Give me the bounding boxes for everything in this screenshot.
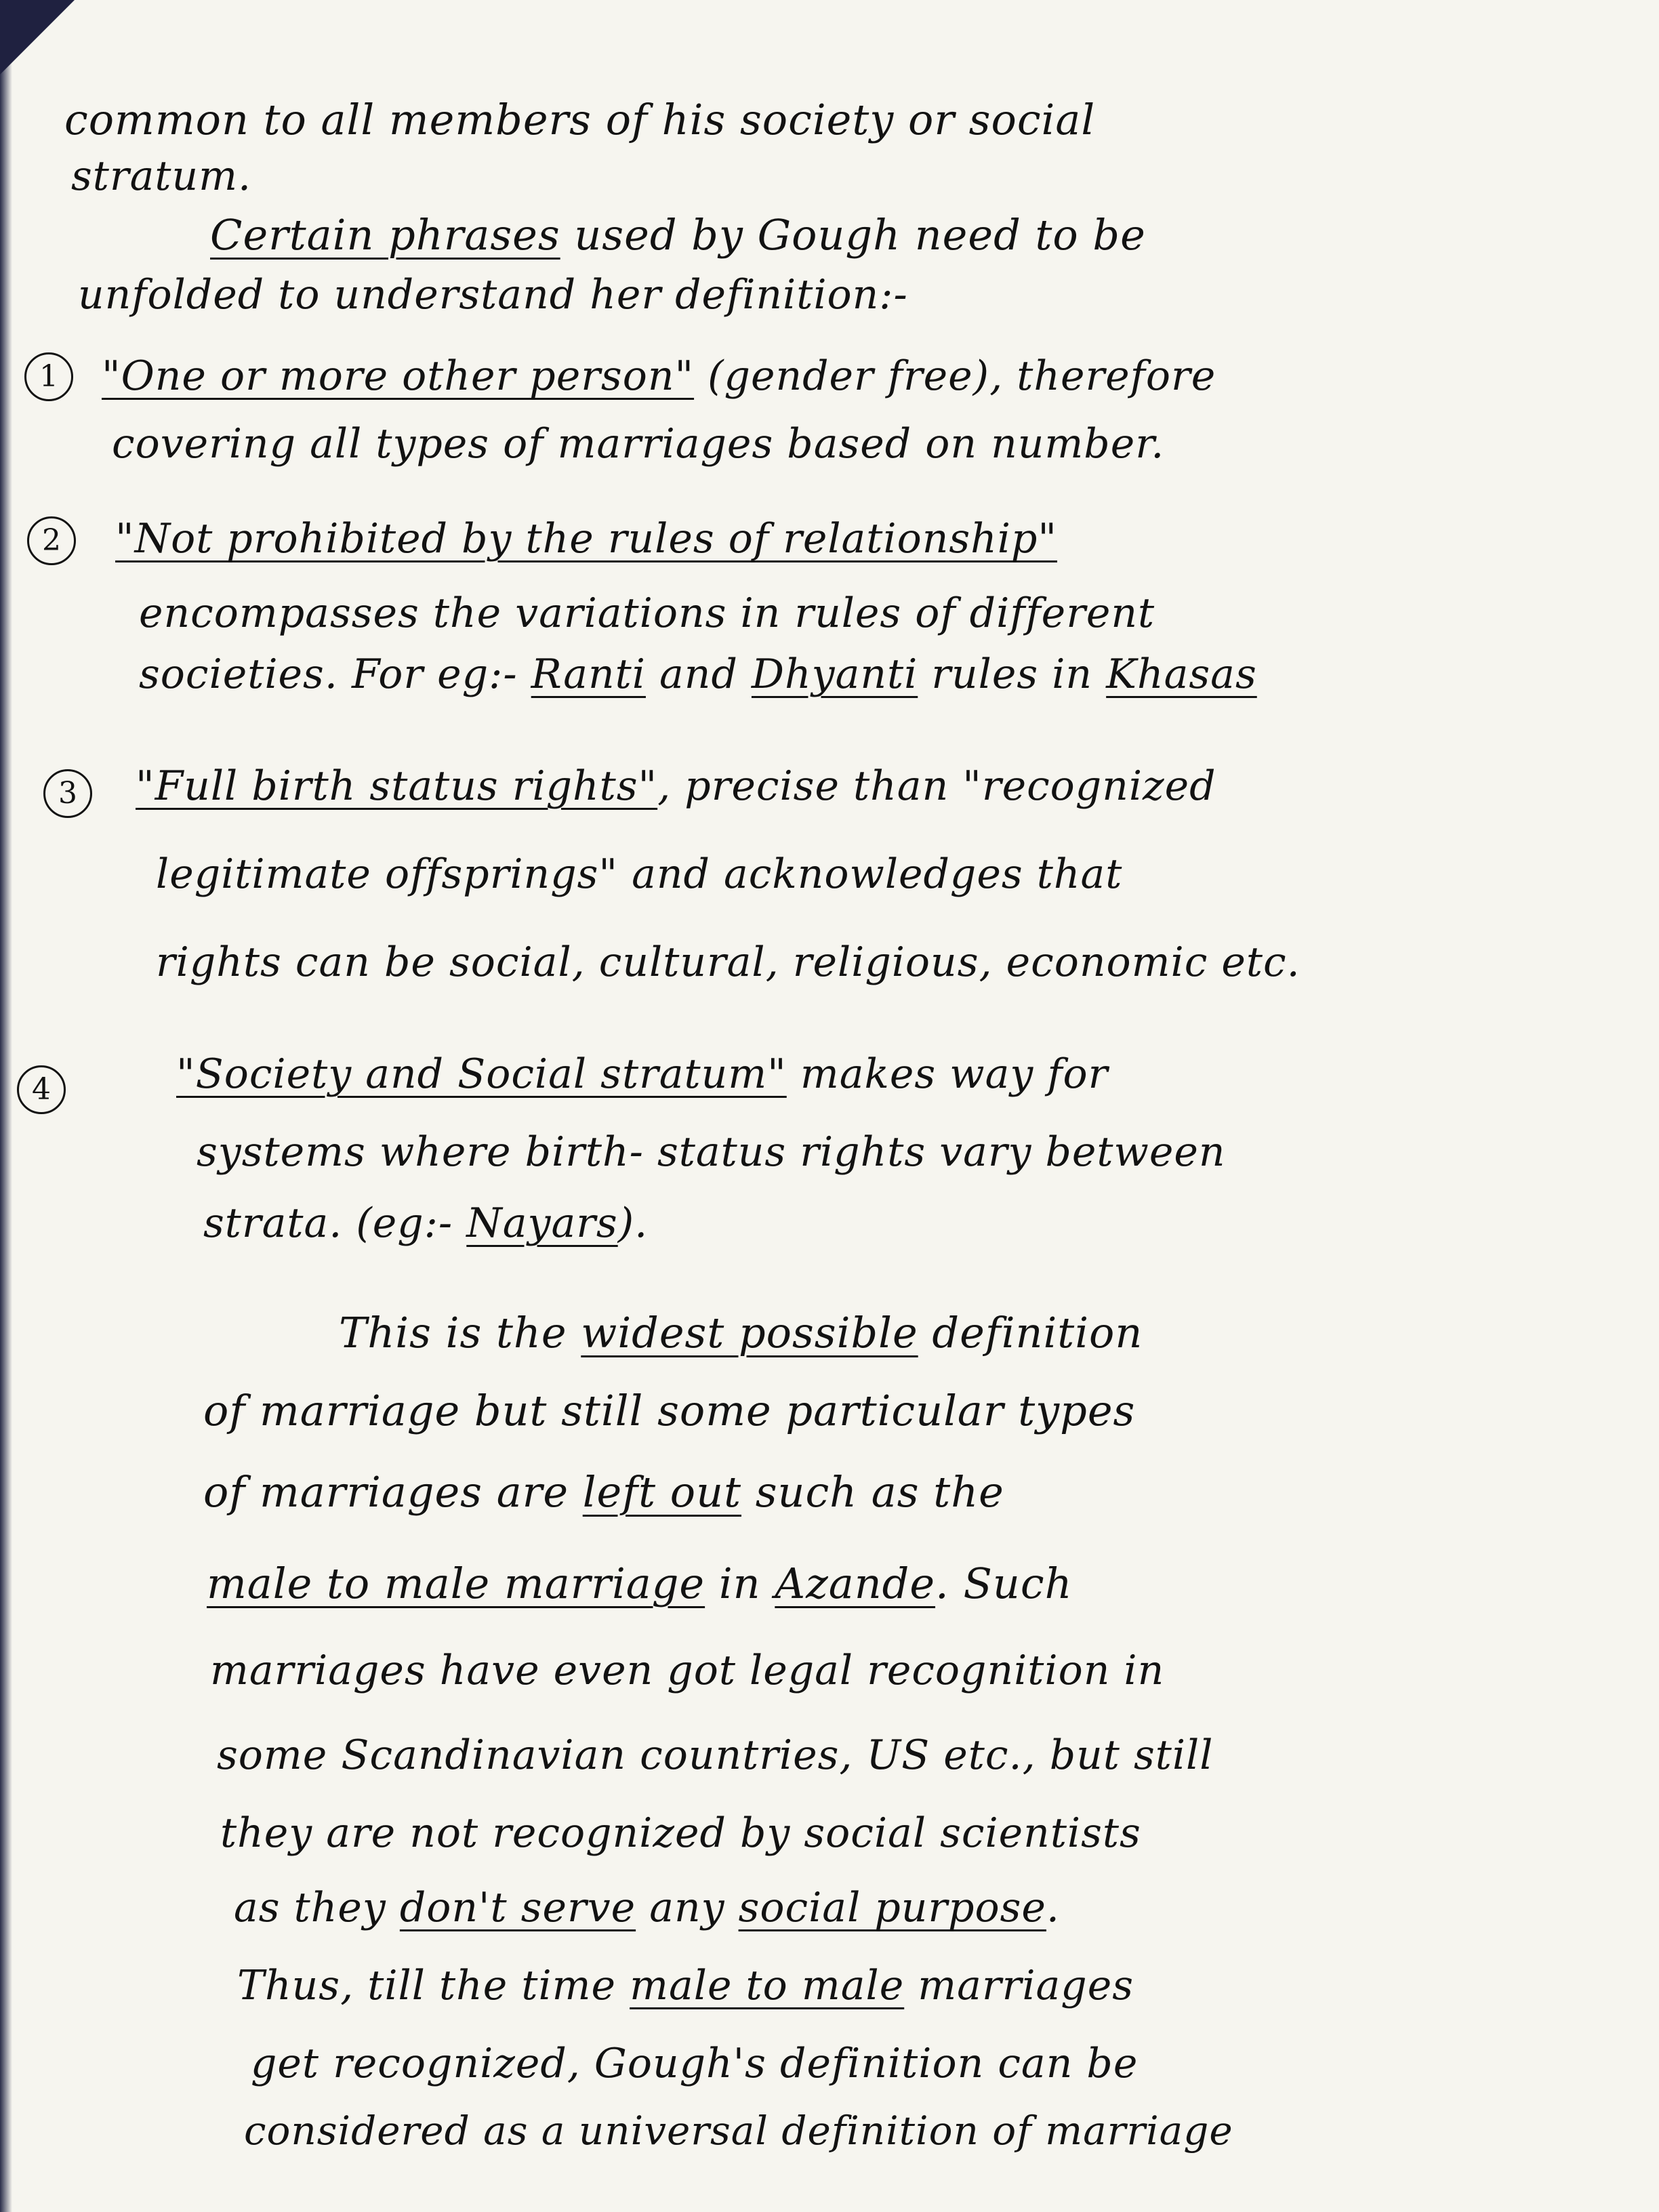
point-2-mid: and bbox=[645, 651, 752, 698]
conclusion-line-6: some Scandinavian countries, US etc., but still bbox=[217, 1732, 1214, 1779]
conclusion-l1-pre: This is the bbox=[339, 1308, 581, 1357]
point-2-line-3 bbox=[139, 651, 1257, 698]
point-2-term-ranti: Ranti bbox=[531, 651, 646, 698]
conclusion-line-5: marriages have even got legal recognition in bbox=[210, 1647, 1165, 1694]
point-2-term-khasas: Khasas bbox=[1106, 651, 1257, 698]
conclusion-line-10: get recognized, Gough's definition can be bbox=[251, 2040, 1139, 2087]
conclusion-l9-post: marriages bbox=[904, 1962, 1134, 2009]
point-2-line-3-pre: societies. For eg:- bbox=[139, 651, 531, 698]
point-4-rest: makes way for bbox=[786, 1050, 1109, 1098]
conclusion-male-to-male-marriage: male to male marriage bbox=[207, 1559, 705, 1608]
point-3-phrase: "Full birth status rights" bbox=[136, 762, 658, 810]
point-1-rest: (gender free), therefore bbox=[694, 352, 1216, 400]
phrases-intro-line-1 bbox=[210, 210, 1146, 260]
point-2-number: 2 bbox=[27, 516, 76, 565]
conclusion-azande: Azande bbox=[775, 1559, 936, 1608]
intro-line-2: stratum. bbox=[71, 152, 252, 200]
phrases-intro-lead: Certain phrases bbox=[210, 210, 560, 260]
point-4-phrase: "Society and Social stratum" bbox=[176, 1050, 787, 1098]
point-1-line-1 bbox=[102, 352, 1216, 400]
conclusion-dont-serve: don't serve bbox=[399, 1884, 636, 1931]
conclusion-l9-pre: Thus, till the time bbox=[237, 1962, 630, 2009]
conclusion-l3-post: such as the bbox=[741, 1467, 1004, 1517]
conclusion-male-to-male: male to male bbox=[630, 1962, 905, 2009]
phrases-intro-rest: used by Gough need to be bbox=[560, 210, 1146, 260]
point-4-number: 4 bbox=[17, 1065, 66, 1114]
point-1-number: 1 bbox=[24, 352, 73, 401]
conclusion-l4-post: . Such bbox=[935, 1559, 1073, 1608]
conclusion-line-3 bbox=[203, 1467, 1004, 1517]
point-2-phrase: "Not prohibited by the rules of relationship" bbox=[115, 515, 1057, 562]
conclusion-widest-possible: widest possible bbox=[581, 1308, 918, 1357]
point-3-rest: , precise than "recognized bbox=[657, 762, 1216, 810]
point-2-line-1 bbox=[115, 515, 1057, 562]
conclusion-left-out: left out bbox=[582, 1467, 741, 1517]
point-2-term-dhyanti: Dhyanti bbox=[751, 651, 918, 698]
point-4-line-3-pre: strata. (eg:- bbox=[203, 1200, 467, 1247]
conclusion-social-purpose: social purpose bbox=[738, 1884, 1046, 1931]
point-3-line-2: legitimate offsprings" and acknowledges that bbox=[156, 851, 1123, 898]
intro-line-1: common to all members of his society or social bbox=[64, 95, 1096, 144]
phrases-intro-line-2: unfolded to understand her definition:- bbox=[78, 271, 908, 319]
point-2-mid-2: rules in bbox=[918, 651, 1107, 698]
conclusion-line-7: they are not recognized by social scientists bbox=[220, 1809, 1141, 1857]
point-1-line-2: covering all types of marriages based on number. bbox=[112, 420, 1165, 468]
page-corner-shadow bbox=[0, 0, 75, 75]
conclusion-l8-pre: as they bbox=[234, 1884, 400, 1931]
conclusion-l8-mid: any bbox=[636, 1884, 739, 1931]
conclusion-l1-post: definition bbox=[918, 1308, 1143, 1357]
conclusion-line-8 bbox=[234, 1884, 1060, 1931]
point-2-line-2: encompasses the variations in rules of different bbox=[139, 590, 1155, 637]
conclusion-l8-post: . bbox=[1046, 1884, 1060, 1931]
point-4-line-1 bbox=[176, 1050, 1108, 1098]
point-3-number: 3 bbox=[43, 769, 92, 818]
conclusion-line-11: considered as a universal definition of marriage bbox=[244, 2108, 1233, 2154]
point-4-term-nayars: Nayars bbox=[466, 1200, 618, 1247]
conclusion-l3-pre: of marriages are bbox=[203, 1467, 583, 1517]
point-4-line-3-post: ). bbox=[617, 1200, 649, 1247]
conclusion-line-9 bbox=[237, 1962, 1134, 2009]
point-3-line-1 bbox=[136, 762, 1216, 810]
point-1-phrase: "One or more other person" bbox=[102, 352, 695, 400]
conclusion-line-2: of marriage but still some particular types bbox=[203, 1386, 1136, 1435]
page-edge-shadow bbox=[0, 0, 12, 2212]
point-4-line-2: systems where birth- status rights vary between bbox=[197, 1128, 1226, 1176]
point-3-line-3: rights can be social, cultural, religious, economic etc. bbox=[156, 939, 1300, 986]
point-4-line-3 bbox=[203, 1200, 648, 1247]
conclusion-line-1 bbox=[339, 1308, 1143, 1357]
conclusion-line-4 bbox=[207, 1559, 1073, 1608]
conclusion-l4-mid: in bbox=[705, 1559, 775, 1608]
